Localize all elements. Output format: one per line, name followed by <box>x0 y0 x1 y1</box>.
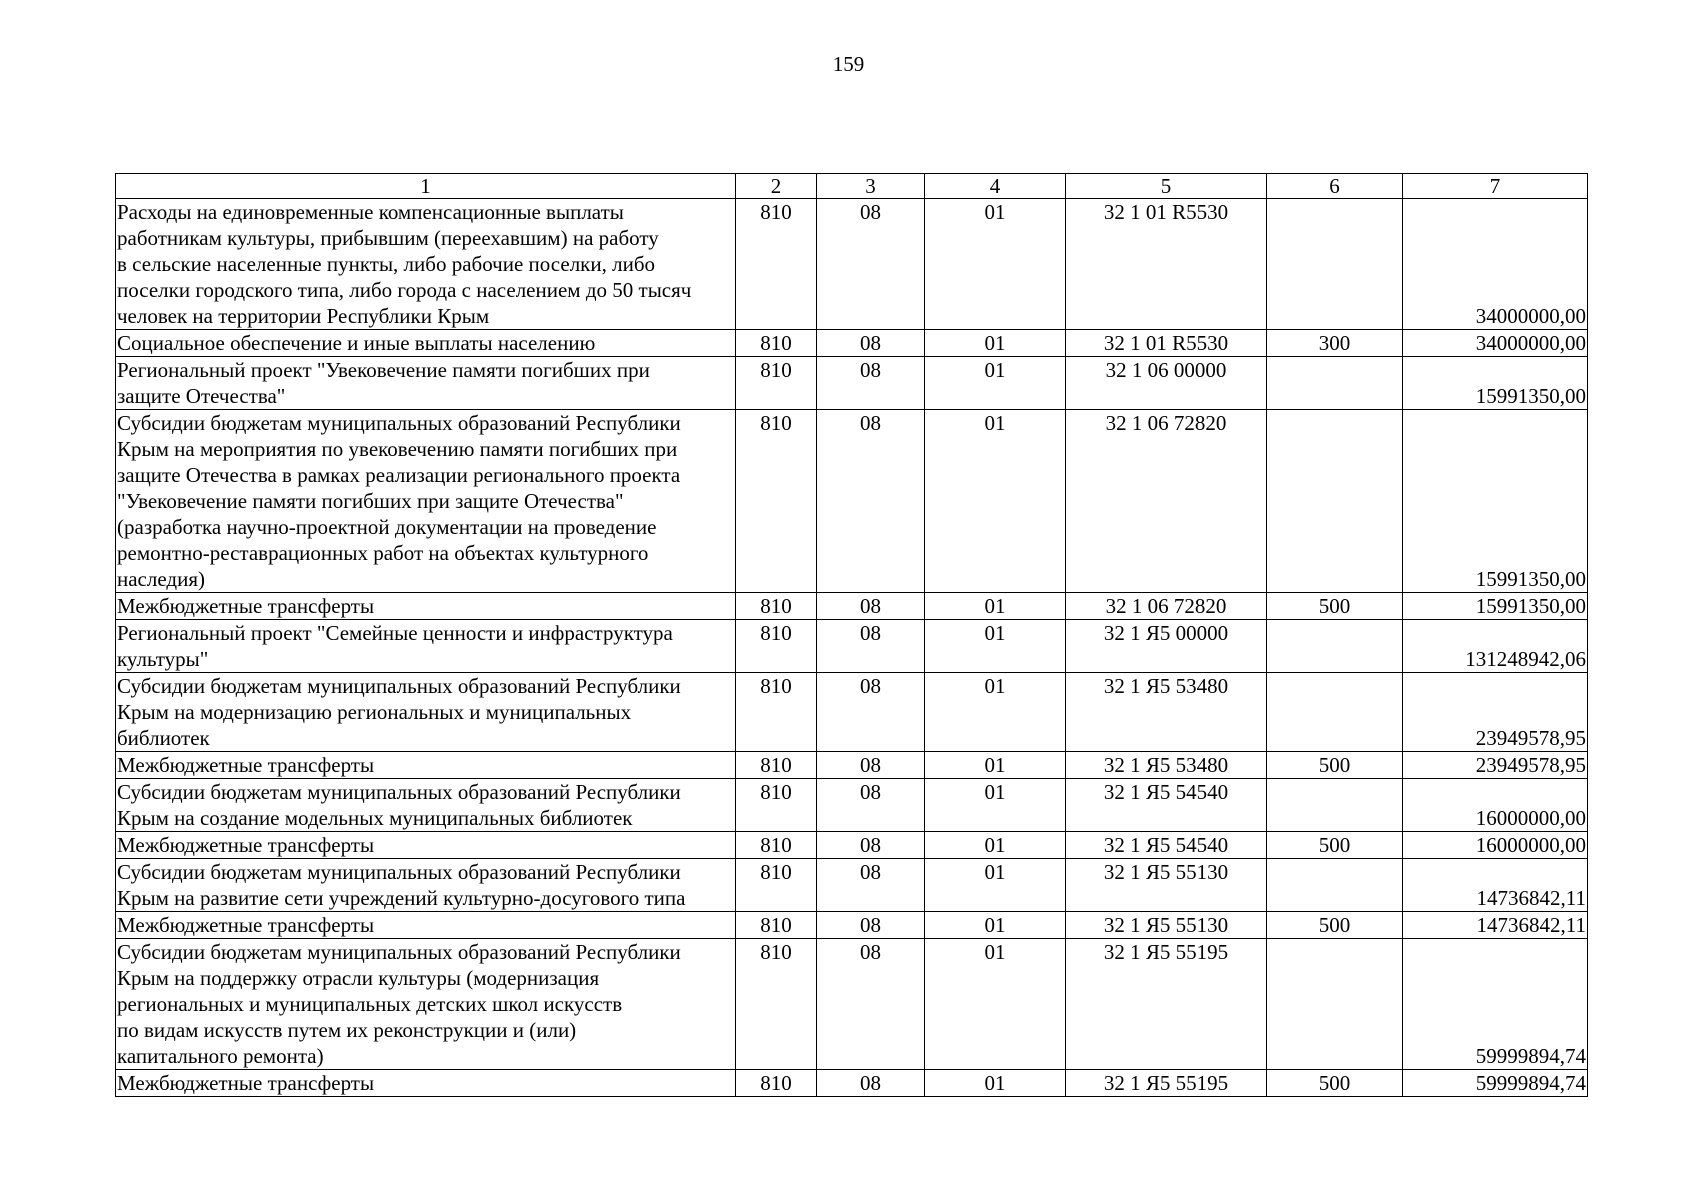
description-line: Расходы на единовременные компенсационные выплаты <box>117 200 624 224</box>
row-section-code: 08 <box>817 1070 925 1097</box>
row-description <box>116 620 736 673</box>
row-expense-type <box>1267 673 1403 752</box>
table-row <box>116 673 1588 752</box>
row-section-code: 08 <box>817 832 925 859</box>
header-cell-1: 1 <box>116 174 736 199</box>
table-row <box>116 593 1588 620</box>
row-admin-code: 810 <box>736 779 817 832</box>
row-amount: 34000000,00 <box>1403 330 1588 357</box>
row-subsection-code: 01 <box>925 832 1066 859</box>
row-section-code: 08 <box>817 779 925 832</box>
row-amount: 15991350,00 <box>1403 410 1588 593</box>
row-expense-type <box>1267 939 1403 1070</box>
description-line: Крым на развитие сети учреждений культурно-досугового типа <box>117 886 686 910</box>
table-row <box>116 939 1588 1070</box>
description-line: культуры" <box>117 647 209 671</box>
row-section-code: 08 <box>817 673 925 752</box>
row-admin-code: 810 <box>736 832 817 859</box>
row-admin-code: 810 <box>736 1070 817 1097</box>
row-amount: 59999894,74 <box>1403 1070 1588 1097</box>
row-target-article: 32 1 06 72820 <box>1066 593 1267 620</box>
row-target-article: 32 1 01 R5530 <box>1066 199 1267 330</box>
row-expense-type <box>1267 410 1403 593</box>
header-cell-4: 4 <box>925 174 1066 199</box>
row-subsection-code: 01 <box>925 199 1066 330</box>
row-target-article: 32 1 Я5 55130 <box>1066 912 1267 939</box>
row-target-article: 32 1 06 72820 <box>1066 410 1267 593</box>
description-line: Межбюджетные трансферты <box>117 753 375 777</box>
row-target-article: 32 1 01 R5530 <box>1066 330 1267 357</box>
header-cell-6: 6 <box>1267 174 1403 199</box>
description-line: Межбюджетные трансферты <box>117 594 375 618</box>
row-subsection-code: 01 <box>925 593 1066 620</box>
description-line: Субсидии бюджетам муниципальных образований Республики <box>117 780 681 804</box>
row-description <box>116 330 736 357</box>
row-subsection-code: 01 <box>925 357 1066 410</box>
table-row <box>116 1070 1588 1097</box>
row-target-article: 32 1 Я5 53480 <box>1066 673 1267 752</box>
description-line: Региональный проект "Семейные ценности и инфраструктура <box>117 621 673 645</box>
table-row <box>116 832 1588 859</box>
row-admin-code: 810 <box>736 620 817 673</box>
row-section-code: 08 <box>817 912 925 939</box>
row-subsection-code: 01 <box>925 752 1066 779</box>
description-line: (разработка научно-проектной документации на проведение <box>117 515 657 539</box>
row-description <box>116 939 736 1070</box>
description-line: наследия) <box>117 567 205 591</box>
row-section-code: 08 <box>817 330 925 357</box>
row-admin-code: 810 <box>736 330 817 357</box>
row-target-article: 32 1 Я5 55195 <box>1066 1070 1267 1097</box>
table-row <box>116 199 1588 330</box>
row-target-article: 32 1 06 00000 <box>1066 357 1267 410</box>
row-description <box>116 593 736 620</box>
description-line: Региональный проект "Увековечение памяти погибших при <box>117 358 650 382</box>
row-expense-type <box>1267 199 1403 330</box>
row-description <box>116 199 736 330</box>
description-line: работникам культуры, прибывшим (переехавшим) на работу <box>117 226 659 250</box>
row-description <box>116 832 736 859</box>
row-amount: 15991350,00 <box>1403 593 1588 620</box>
row-section-code: 08 <box>817 859 925 912</box>
description-line: Субсидии бюджетам муниципальных образований Республики <box>117 940 681 964</box>
row-target-article: 32 1 Я5 53480 <box>1066 752 1267 779</box>
header-cell-7: 7 <box>1403 174 1588 199</box>
row-section-code: 08 <box>817 410 925 593</box>
row-amount: 14736842,11 <box>1403 912 1588 939</box>
row-subsection-code: 01 <box>925 330 1066 357</box>
description-line: человек на территории Республики Крым <box>117 304 490 328</box>
description-line: Межбюджетные трансферты <box>117 1071 375 1095</box>
row-description <box>116 779 736 832</box>
row-expense-type <box>1267 357 1403 410</box>
row-admin-code: 810 <box>736 593 817 620</box>
description-line: Крым на модернизацию региональных и муниципальных <box>117 700 632 724</box>
row-subsection-code: 01 <box>925 912 1066 939</box>
row-description <box>116 859 736 912</box>
description-line: Крым на создание модельных муниципальных библиотек <box>117 806 633 830</box>
row-expense-type: 500 <box>1267 593 1403 620</box>
row-expense-type: 500 <box>1267 752 1403 779</box>
description-line: Крым на мероприятия по увековечению памяти погибших при <box>117 437 678 461</box>
table-row <box>116 859 1588 912</box>
description-line: "Увековечение памяти погибших при защите Отечества" <box>117 489 624 513</box>
row-expense-type: 500 <box>1267 1070 1403 1097</box>
description-line: капитального ремонта) <box>117 1044 324 1068</box>
row-description <box>116 912 736 939</box>
table-row <box>116 912 1588 939</box>
row-admin-code: 810 <box>736 859 817 912</box>
table-row <box>116 779 1588 832</box>
header-cell-3: 3 <box>817 174 925 199</box>
row-expense-type <box>1267 859 1403 912</box>
row-admin-code: 810 <box>736 199 817 330</box>
row-subsection-code: 01 <box>925 1070 1066 1097</box>
table-row <box>116 330 1588 357</box>
description-line: в сельские населенные пункты, либо рабочие поселки, либо <box>117 252 656 276</box>
row-subsection-code: 01 <box>925 939 1066 1070</box>
row-expense-type: 300 <box>1267 330 1403 357</box>
table-header-row <box>116 174 1588 199</box>
row-target-article: 32 1 Я5 00000 <box>1066 620 1267 673</box>
row-section-code: 08 <box>817 939 925 1070</box>
row-target-article: 32 1 Я5 54540 <box>1066 832 1267 859</box>
table-body <box>116 174 1588 1097</box>
row-subsection-code: 01 <box>925 410 1066 593</box>
row-description <box>116 410 736 593</box>
description-line: Межбюджетные трансферты <box>117 913 375 937</box>
row-subsection-code: 01 <box>925 859 1066 912</box>
description-line: защите Отечества" <box>117 384 286 408</box>
budget-table <box>115 173 1588 1097</box>
table-row <box>116 410 1588 593</box>
description-line: Межбюджетные трансферты <box>117 833 375 857</box>
description-line: защите Отечества в рамках реализации регионального проекта <box>117 463 681 487</box>
description-line: Субсидии бюджетам муниципальных образований Республики <box>117 411 681 435</box>
row-amount: 23949578,95 <box>1403 673 1588 752</box>
description-line: региональных и муниципальных детских школ искусств <box>117 992 623 1016</box>
row-amount: 15991350,00 <box>1403 357 1588 410</box>
row-expense-type <box>1267 620 1403 673</box>
description-line: Социальное обеспечение и иные выплаты населению <box>117 331 596 355</box>
row-admin-code: 810 <box>736 939 817 1070</box>
row-subsection-code: 01 <box>925 673 1066 752</box>
row-target-article: 32 1 Я5 54540 <box>1066 779 1267 832</box>
row-section-code: 08 <box>817 752 925 779</box>
row-description <box>116 357 736 410</box>
row-section-code: 08 <box>817 357 925 410</box>
page-number: 159 <box>832 52 865 76</box>
table-row <box>116 357 1588 410</box>
row-expense-type: 500 <box>1267 832 1403 859</box>
row-admin-code: 810 <box>736 912 817 939</box>
row-admin-code: 810 <box>736 357 817 410</box>
row-amount: 16000000,00 <box>1403 832 1588 859</box>
row-amount: 16000000,00 <box>1403 779 1588 832</box>
row-amount: 34000000,00 <box>1403 199 1588 330</box>
row-description <box>116 752 736 779</box>
description-line: библиотек <box>117 726 210 750</box>
header-cell-5: 5 <box>1066 174 1267 199</box>
table-row <box>116 620 1588 673</box>
table-row <box>116 752 1588 779</box>
row-subsection-code: 01 <box>925 620 1066 673</box>
description-line: Субсидии бюджетам муниципальных образований Республики <box>117 674 681 698</box>
row-expense-type <box>1267 779 1403 832</box>
row-description <box>116 673 736 752</box>
row-target-article: 32 1 Я5 55195 <box>1066 939 1267 1070</box>
row-amount: 131248942,06 <box>1403 620 1588 673</box>
row-admin-code: 810 <box>736 673 817 752</box>
description-line: ремонтно-реставрационных работ на объектах культурного <box>117 541 649 565</box>
description-line: Крым на поддержку отрасли культуры (модернизация <box>117 966 600 990</box>
row-amount: 59999894,74 <box>1403 939 1588 1070</box>
description-line: Субсидии бюджетам муниципальных образований Республики <box>117 860 681 884</box>
row-admin-code: 810 <box>736 410 817 593</box>
row-section-code: 08 <box>817 593 925 620</box>
row-amount: 23949578,95 <box>1403 752 1588 779</box>
row-expense-type: 500 <box>1267 912 1403 939</box>
row-target-article: 32 1 Я5 55130 <box>1066 859 1267 912</box>
row-description <box>116 1070 736 1097</box>
row-section-code: 08 <box>817 199 925 330</box>
row-subsection-code: 01 <box>925 779 1066 832</box>
description-line: по видам искусств путем их реконструкции и (или) <box>117 1018 577 1042</box>
description-line: поселки городского типа, либо города с населением до 50 тысяч <box>117 278 692 302</box>
row-admin-code: 810 <box>736 752 817 779</box>
row-amount: 14736842,11 <box>1403 859 1588 912</box>
header-cell-2: 2 <box>736 174 817 199</box>
row-section-code: 08 <box>817 620 925 673</box>
